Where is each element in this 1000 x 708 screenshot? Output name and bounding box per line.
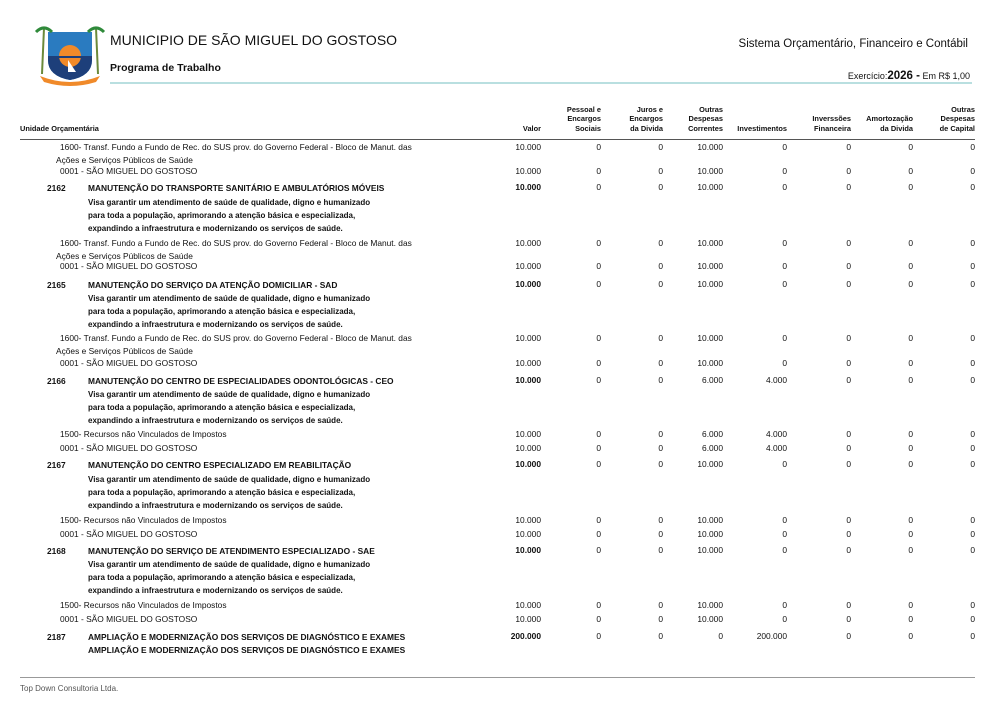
cell-outras-correntes: 10.000	[697, 358, 723, 368]
column-header-line: Inverssões	[812, 114, 851, 123]
cell-inversoes: 0	[846, 261, 851, 271]
cell-valor: 10.000	[515, 600, 541, 610]
column-header-amortizacao	[866, 114, 913, 133]
cell-valor: 10.000	[515, 529, 541, 539]
action-description-line: Visa garantir um atendimento de saúde de qualidade, digno e humanizado	[88, 475, 371, 484]
cell-amortizacao: 0	[908, 142, 913, 152]
cell-pessoal: 0	[596, 182, 601, 192]
cell-outras-capital: 0	[970, 261, 975, 271]
action-description-line: para toda a população, aprimorando a atenção básica e especializada,	[88, 210, 356, 220]
cell-valor: 10.000	[515, 182, 541, 192]
municipality-name: MUNICIPIO DE SÃO MIGUEL DO GOSTOSO	[110, 32, 398, 48]
cell-amortizacao: 0	[908, 261, 913, 271]
cell-juros: 0	[658, 631, 663, 641]
cell-inversoes: 0	[846, 166, 851, 176]
resource-source-label: 1600- Transf. Fundo a Fundo de Rec. do SUS prov. do Governo Federal - Bloco de Manut. das	[60, 142, 412, 152]
cell-outras-capital: 0	[970, 358, 975, 368]
resource-source-label: Ações e Serviços Públicos de Saúde	[56, 250, 193, 261]
fund-source-label: 0001 - SÃO MIGUEL DO GOSTOSO	[60, 529, 198, 539]
action-description-line: expandindo a infraestrutura e modernizando os serviços de saúde.	[88, 223, 343, 233]
cell-pessoal: 0	[596, 333, 601, 343]
footer-divider	[20, 677, 975, 678]
cell-outras-capital: 0	[970, 375, 975, 385]
action-description-line: Visa garantir um atendimento de saúde de qualidade, digno e humanizado	[88, 560, 371, 569]
action-code: 2187	[47, 632, 66, 642]
cell-inversoes: 0	[846, 614, 851, 624]
cell-amortizacao: 0	[908, 515, 913, 525]
cell-outras-correntes: 10.000	[697, 333, 723, 343]
cell-outras-correntes: 10.000	[697, 545, 723, 555]
cell-outras-correntes: 10.000	[697, 529, 723, 539]
cell-juros: 0	[658, 238, 663, 248]
action-title: AMPLIAÇÃO E MODERNIZAÇÃO DOS SERVIÇOS DE DIAGNÓSTICO E EXAMES	[88, 632, 406, 642]
cell-inversoes: 0	[846, 443, 851, 453]
cell-inversoes: 0	[846, 600, 851, 610]
cell-valor: 10.000	[515, 333, 541, 343]
column-header-line: Juros e	[636, 104, 663, 114]
cell-outras-correntes: 10.000	[697, 459, 723, 469]
cell-inversoes: 0	[846, 182, 851, 192]
cell-inversoes: 0	[846, 358, 851, 368]
cell-juros: 0	[658, 279, 663, 289]
cell-outras-capital: 0	[970, 600, 975, 610]
cell-juros: 0	[658, 261, 663, 271]
action-description-line: para toda a população, aprimorando a atenção básica e especializada,	[88, 306, 356, 316]
column-header-investimentos	[737, 124, 787, 134]
action-description-line: para toda a população, aprimorando a atenção básica e especializada,	[88, 402, 356, 412]
resource-source-label: 1500- Recursos não Vinculados de Impostos	[60, 515, 227, 525]
column-header-line: Sociais	[575, 123, 601, 133]
cell-outras-correntes: 10.000	[697, 261, 723, 271]
action-description-line: expandindo a infraestrutura e modernizando os serviços de saúde.	[88, 319, 343, 329]
column-header-line: Encargos	[567, 114, 601, 123]
column-header-line: da Divida	[880, 123, 913, 133]
cell-pessoal: 0	[596, 166, 601, 176]
cell-outras-correntes: 10.000	[697, 515, 723, 525]
cell-outras-correntes: 10.000	[697, 166, 723, 176]
cell-inversoes: 0	[846, 545, 851, 555]
resource-source-label: Ações e Serviços Públicos de Saúde	[56, 345, 193, 356]
resource-source-label: 1600- Transf. Fundo a Fundo de Rec. do SUS prov. do Governo Federal - Bloco de Manut. das	[60, 333, 412, 343]
cell-inversoes: 0	[846, 333, 851, 343]
cell-amortizacao: 0	[908, 631, 913, 641]
cell-outras-correntes: 10.000	[697, 279, 723, 289]
cell-juros: 0	[658, 614, 663, 624]
column-header-unit: Unidade Orçamentária	[20, 124, 99, 133]
cell-amortizacao: 0	[908, 443, 913, 453]
cell-outras-capital: 0	[970, 279, 975, 289]
cell-outras-capital: 0	[970, 545, 975, 555]
cell-pessoal: 0	[596, 375, 601, 385]
cell-amortizacao: 0	[908, 238, 913, 248]
cell-pessoal: 0	[596, 600, 601, 610]
cell-pessoal: 0	[596, 614, 601, 624]
cell-outras-capital: 0	[970, 515, 975, 525]
column-header-line: Correntes	[688, 123, 723, 133]
exercise-label: Exercício:	[847, 71, 888, 81]
action-description-line: expandindo a infraestrutura e modernizando os serviços de saúde.	[88, 415, 343, 425]
cell-outras-correntes: 6.000	[702, 375, 723, 385]
cell-pessoal: 0	[596, 429, 601, 439]
header-divider	[110, 82, 972, 84]
cell-juros: 0	[658, 459, 663, 469]
column-header-line: Outras	[951, 104, 975, 114]
cell-amortizacao: 0	[908, 529, 913, 539]
cell-valor: 10.000	[515, 545, 541, 555]
cell-investimentos: 0	[782, 333, 787, 343]
cell-outras-capital: 0	[970, 333, 975, 343]
column-header-pessoal	[567, 105, 601, 134]
cell-outras-capital: 0	[970, 182, 975, 192]
cell-investimentos: 0	[782, 182, 787, 192]
column-header-line: Despesas	[688, 114, 723, 123]
cell-amortizacao: 0	[908, 182, 913, 192]
exercise-year: 2026 -	[887, 70, 920, 82]
cell-pessoal: 0	[596, 358, 601, 368]
column-header-line: Valor	[522, 123, 541, 133]
cell-amortizacao: 0	[908, 545, 913, 555]
cell-juros: 0	[658, 529, 663, 539]
cell-amortizacao: 0	[908, 429, 913, 439]
cell-inversoes: 0	[846, 375, 851, 385]
cell-inversoes: 0	[846, 142, 851, 152]
cell-valor: 10.000	[515, 279, 541, 289]
column-header-outras-capital	[940, 105, 975, 134]
cell-amortizacao: 0	[908, 279, 913, 289]
cell-pessoal: 0	[596, 261, 601, 271]
column-header-valor	[523, 124, 541, 134]
cell-juros: 0	[658, 166, 663, 176]
action-code: 2166	[47, 376, 66, 386]
column-header-juros	[629, 105, 663, 134]
cell-juros: 0	[658, 545, 663, 555]
cell-outras-correntes: 6.000	[702, 429, 723, 439]
cell-outras-correntes: 6.000	[702, 443, 723, 453]
cell-investimentos: 0	[782, 515, 787, 525]
cell-valor: 10.000	[515, 515, 541, 525]
cell-juros: 0	[658, 600, 663, 610]
action-title: MANUTENÇÃO DO SERVIÇO DA ATENÇÃO DOMICILIAR - SAD	[88, 280, 338, 290]
cell-investimentos: 4.000	[766, 375, 787, 385]
cell-outras-capital: 0	[970, 142, 975, 152]
cell-amortizacao: 0	[908, 333, 913, 343]
cell-investimentos: 0	[782, 261, 787, 271]
cell-outras-capital: 0	[970, 238, 975, 248]
cell-inversoes: 0	[846, 429, 851, 439]
cell-pessoal: 0	[596, 515, 601, 525]
cell-outras-correntes: 10.000	[697, 600, 723, 610]
action-code: 2165	[47, 280, 66, 290]
fund-source-label: 0001 - SÃO MIGUEL DO GOSTOSO	[60, 614, 198, 624]
currency-label: Em R$ 1,00	[922, 71, 970, 81]
cell-inversoes: 0	[846, 529, 851, 539]
cell-outras-correntes: 0	[718, 631, 723, 641]
cell-outras-correntes: 10.000	[697, 182, 723, 192]
cell-investimentos: 0	[782, 529, 787, 539]
action-code: 2167	[47, 460, 66, 470]
cell-juros: 0	[658, 375, 663, 385]
action-title: MANUTENÇÃO DO SERVIÇO DE ATENDIMENTO ESPECIALIZADO - SAE	[88, 546, 375, 556]
cell-amortizacao: 0	[908, 459, 913, 469]
municipal-coat-of-arms-logo	[34, 24, 106, 86]
fund-source-label: 0001 - SÃO MIGUEL DO GOSTOSO	[60, 166, 198, 176]
cell-investimentos: 0	[782, 166, 787, 176]
footer-company: Top Down Consultoria Ltda.	[20, 684, 119, 693]
cell-valor: 10.000	[515, 238, 541, 248]
cell-inversoes: 0	[846, 459, 851, 469]
action-description-line: Visa garantir um atendimento de saúde de qualidade, digno e humanizado	[88, 198, 371, 207]
resource-source-label: 1500- Recursos não Vinculados de Impostos	[60, 600, 227, 610]
cell-valor: 10.000	[515, 459, 541, 469]
report-title: Programa de Trabalho	[110, 62, 221, 74]
action-description-line: para toda a população, aprimorando a atenção básica e especializada,	[88, 572, 356, 582]
cell-outras-capital: 0	[970, 614, 975, 624]
column-header-line: Encargos	[629, 114, 663, 123]
cell-outras-correntes: 10.000	[697, 614, 723, 624]
action-description-line: para toda a população, aprimorando a atenção básica e especializada,	[88, 487, 356, 497]
cell-juros: 0	[658, 182, 663, 192]
resource-source-label: 1500- Recursos não Vinculados de Impostos	[60, 429, 227, 439]
cell-valor: 10.000	[515, 429, 541, 439]
cell-inversoes: 0	[846, 515, 851, 525]
action-description-line: expandindo a infraestrutura e modernizando os serviços de saúde.	[88, 585, 343, 595]
column-header-line: da Divida	[630, 123, 663, 133]
cell-pessoal: 0	[596, 142, 601, 152]
cell-inversoes: 0	[846, 238, 851, 248]
cell-investimentos: 0	[782, 142, 787, 152]
action-description-line: Visa garantir um atendimento de saúde de qualidade, digno e humanizado	[88, 294, 371, 303]
cell-investimentos: 0	[782, 279, 787, 289]
cell-valor: 200.000	[510, 631, 541, 641]
cell-valor: 10.000	[515, 443, 541, 453]
cell-pessoal: 0	[596, 529, 601, 539]
resource-source-label: 1600- Transf. Fundo a Fundo de Rec. do SUS prov. do Governo Federal - Bloco de Manut. das	[60, 238, 412, 248]
cell-juros: 0	[658, 358, 663, 368]
cell-investimentos: 0	[782, 238, 787, 248]
cell-inversoes: 0	[846, 279, 851, 289]
column-header-line: de Capital	[939, 123, 975, 133]
cell-investimentos: 0	[782, 459, 787, 469]
cell-outras-correntes: 10.000	[697, 238, 723, 248]
cell-outras-capital: 0	[970, 529, 975, 539]
cell-investimentos: 4.000	[766, 429, 787, 439]
cell-investimentos: 200.000	[756, 631, 787, 641]
cell-investimentos: 0	[782, 545, 787, 555]
action-description-line: expandindo a infraestrutura e modernizando os serviços de saúde.	[88, 500, 343, 510]
cell-amortizacao: 0	[908, 375, 913, 385]
cell-outras-correntes: 10.000	[697, 142, 723, 152]
cell-outras-capital: 0	[970, 459, 975, 469]
cell-outras-capital: 0	[970, 443, 975, 453]
resource-source-label: Ações e Serviços Públicos de Saúde	[56, 154, 193, 165]
cell-juros: 0	[658, 333, 663, 343]
cell-pessoal: 0	[596, 459, 601, 469]
column-header-inversoes	[812, 114, 851, 133]
action-code: 2162	[47, 183, 66, 193]
cell-valor: 10.000	[515, 261, 541, 271]
cell-investimentos: 0	[782, 358, 787, 368]
action-title: MANUTENÇÃO DO CENTRO ESPECIALIZADO EM REABILITAÇÃO	[88, 460, 352, 470]
cell-investimentos: 4.000	[766, 443, 787, 453]
fund-source-label: 0001 - SÃO MIGUEL DO GOSTOSO	[60, 358, 198, 368]
column-header-line: Financeira	[814, 123, 851, 133]
action-title: MANUTENÇÃO DO CENTRO DE ESPECIALIDADES ODONTOLÓGICAS - CEO	[88, 376, 394, 386]
exercise-info	[848, 70, 970, 82]
system-name: Sistema Orçamentário, Financeiro e Contábil	[738, 38, 968, 50]
cell-juros: 0	[658, 429, 663, 439]
cell-outras-capital: 0	[970, 166, 975, 176]
column-header-line: Despesas	[940, 114, 975, 123]
cell-amortizacao: 0	[908, 166, 913, 176]
column-header-line: Investimentos	[737, 123, 787, 133]
cell-juros: 0	[658, 515, 663, 525]
cell-pessoal: 0	[596, 545, 601, 555]
cell-valor: 10.000	[515, 166, 541, 176]
column-header-line: Pessoal e	[566, 104, 601, 114]
column-header-outras-correntes	[688, 105, 723, 134]
cell-valor: 10.000	[515, 358, 541, 368]
fund-source-label: 0001 - SÃO MIGUEL DO GOSTOSO	[60, 261, 198, 271]
cell-valor: 10.000	[515, 614, 541, 624]
action-description-line: Visa garantir um atendimento de saúde de qualidade, digno e humanizado	[88, 390, 371, 399]
cell-outras-capital: 0	[970, 631, 975, 641]
column-header-line: Outras	[699, 104, 723, 114]
cell-valor: 10.000	[515, 375, 541, 385]
column-header-line: Amortozação	[866, 114, 913, 123]
cell-pessoal: 0	[596, 279, 601, 289]
action-title: MANUTENÇÃO DO TRANSPORTE SANITÁRIO E AMBULATÓRIOS MÓVEIS	[88, 183, 385, 193]
cell-investimentos: 0	[782, 600, 787, 610]
cell-pessoal: 0	[596, 631, 601, 641]
cell-outras-capital: 0	[970, 429, 975, 439]
table-header-divider	[20, 139, 975, 140]
cell-investimentos: 0	[782, 614, 787, 624]
cell-juros: 0	[658, 142, 663, 152]
fund-source-label: 0001 - SÃO MIGUEL DO GOSTOSO	[60, 443, 198, 453]
cell-pessoal: 0	[596, 443, 601, 453]
action-code: 2168	[47, 546, 66, 556]
cell-amortizacao: 0	[908, 614, 913, 624]
action-title: AMPLIAÇÃO E MODERNIZAÇÃO DOS SERVIÇOS DE DIAGNÓSTICO E EXAMES	[88, 644, 406, 655]
cell-amortizacao: 0	[908, 358, 913, 368]
cell-pessoal: 0	[596, 238, 601, 248]
cell-inversoes: 0	[846, 631, 851, 641]
cell-valor: 10.000	[515, 142, 541, 152]
cell-juros: 0	[658, 443, 663, 453]
cell-amortizacao: 0	[908, 600, 913, 610]
